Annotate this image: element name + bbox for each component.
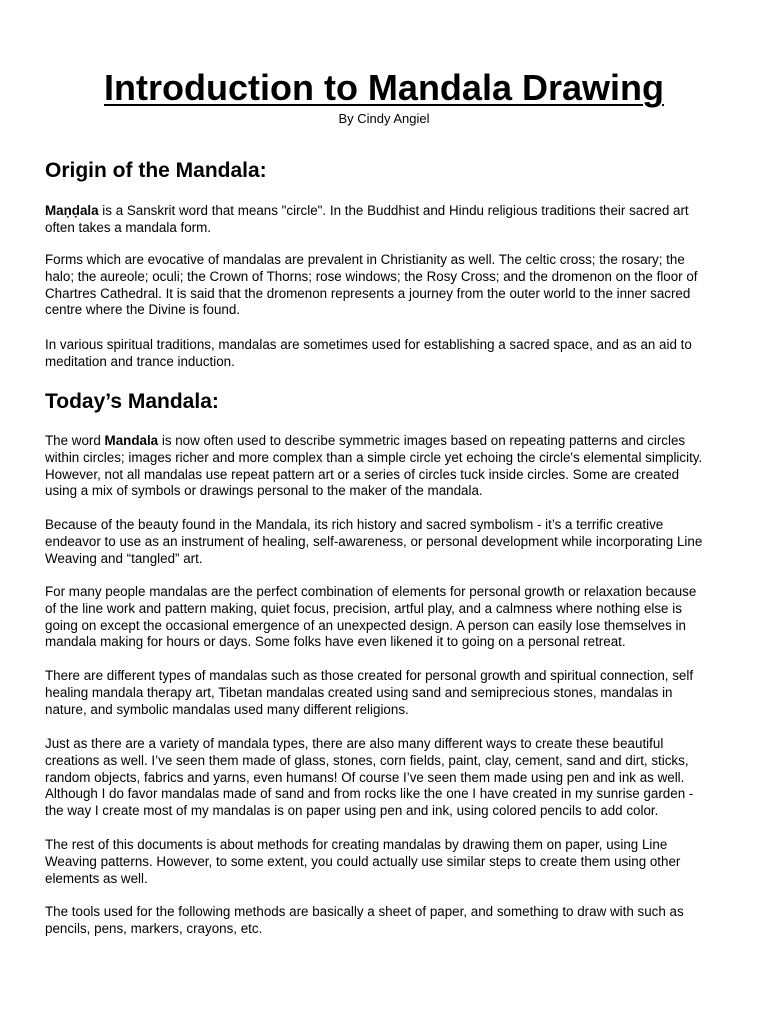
- paragraph-line: pencils, pens, markers, crayons, etc.: [45, 920, 263, 936]
- term-mandala: Mandala: [104, 433, 159, 448]
- document-title: Introduction to Mandala Drawing: [104, 67, 664, 108]
- paragraph-today-3: [45, 584, 725, 651]
- paragraph-today-7: [45, 904, 725, 938]
- paragraph-line: However, not all mandalas use repeat pattern art or a series of circles tuck inside circles. Some are created: [45, 466, 680, 482]
- paragraph-line: going on except the occasional emergence of an unexpected design. A person can easily lose themselves in: [45, 617, 686, 633]
- paragraph-today-5: [45, 736, 725, 820]
- paragraph-today-6: [45, 837, 725, 887]
- paragraph-line: nature, and symbolic mandalas used many different religions.: [45, 701, 409, 717]
- paragraph-line: halo; the aureole; oculi; the Crown of Thorns; rose windows; the Rosy Cross; and the dromenon on the floor of: [45, 268, 698, 284]
- paragraph-origin-2: [45, 252, 725, 319]
- paragraph-line: Weaving patterns. However, to some extent, you could actually use similar steps to create them using other: [45, 853, 681, 869]
- paragraph-line: using a mix of symbols or drawings personal to the maker of the mandala.: [45, 483, 483, 499]
- paragraph-line: The rest of this documents is about methods for creating mandalas by drawing them on paper, using Line: [45, 837, 668, 852]
- paragraph-line: Because of the beauty found in the Mandala, its rich history and sacred symbolism - it’s a terrific creative: [45, 517, 664, 532]
- paragraph-line: healing mandala therapy art, Tibetan mandalas created using sand and semiprecious stones, mandalas in: [45, 684, 673, 700]
- paragraph-line: often takes a mandala form.: [45, 219, 211, 235]
- paragraph-origin-3: [45, 337, 725, 371]
- paragraph-origin-1: [45, 203, 725, 237]
- section-heading-today: Today’s Mandala:: [45, 390, 219, 413]
- paragraph-text: is a Sanskrit word that means "circle". In the Buddhist and Hindu religious traditions their sacred art: [98, 203, 689, 218]
- paragraph-line: mandala making for hours or days. Some folks have even likened it to going on a personal retreat.: [45, 634, 626, 650]
- term-mandala-sanskrit: Maṇḍala: [45, 203, 99, 218]
- paragraph-line: endeavor to use as an instrument of healing, self-awareness, or personal development while incorporating Line: [45, 533, 703, 549]
- paragraph-line: of the line work and pattern making, quiet focus, precision, artful play, and a calmness where nothing else is: [45, 600, 682, 616]
- paragraph-line: For many people mandalas are the perfect combination of elements for personal growth or relaxation because: [45, 584, 697, 599]
- paragraph-line: There are different types of mandalas such as those created for personal growth and spiritual connection, self: [45, 668, 694, 683]
- paragraph-line: The tools used for the following methods are basically a sheet of paper, and something to draw with such as: [45, 904, 684, 919]
- section-heading-origin: Origin of the Mandala:: [45, 159, 267, 182]
- paragraph-line: centre where the Divine is found.: [45, 302, 241, 318]
- paragraph-line: [45, 433, 725, 450]
- paragraph-text: The word: [45, 433, 105, 448]
- paragraph-line: Forms which are evocative of mandalas are prevalent in Christianity as well. The celtic cross; the rosary; the: [45, 252, 685, 267]
- paragraph-line: the way I create most of my mandalas is on paper using pen and ink, using colored pencils to add color.: [45, 803, 659, 819]
- paragraph-line: meditation and trance induction.: [45, 353, 235, 369]
- paragraph-today-2: [45, 517, 725, 567]
- author-byline: By Cindy Angiel: [338, 111, 430, 126]
- paragraph-line: In various spiritual traditions, mandalas are sometimes used for establishing a sacred space, and as an aid to: [45, 337, 692, 352]
- paragraph-line: random objects, fabrics and yarns, even humans! Of course I’ve seen them made using pen and ink as well.: [45, 769, 685, 785]
- paragraph-line: Chartres Cathedral. It is said that the dromenon represents a journey from the outer world to the inner sacred: [45, 285, 691, 301]
- paragraph-line: Just as there are a variety of mandala types, there are also many different ways to create these beautiful: [45, 736, 664, 751]
- paragraph-line: within circles; images richer and more complex than a simple circle yet echoing the circle's elemental simplicity.: [45, 449, 703, 465]
- paragraph-line: Weaving and “tangled” art.: [45, 550, 203, 566]
- paragraph-line: elements as well.: [45, 870, 148, 886]
- paragraph-today-4: [45, 668, 725, 718]
- paragraph-text: is now often used to describe symmetric images based on repeating patterns and circles: [158, 433, 686, 448]
- paragraph-line: Although I do favor mandalas made of sand and from rocks like the one I have created in my sunrise garden -: [45, 786, 694, 802]
- paragraph-line: creations as well. I’ve seen them made of glass, stones, corn fields, paint, clay, cement, sand and dirt, sticks,: [45, 752, 689, 768]
- paragraph-line: [45, 203, 725, 220]
- paragraph-today-1: [45, 433, 725, 500]
